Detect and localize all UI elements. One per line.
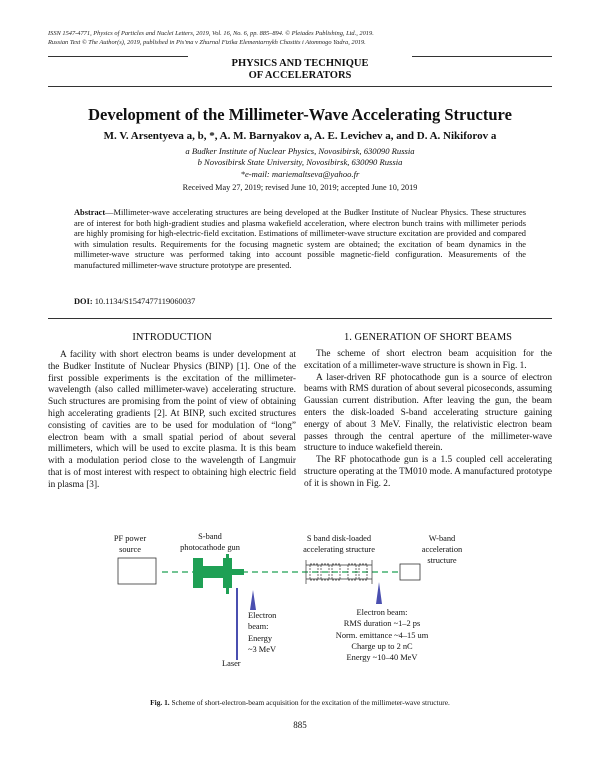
beam2-line-2: RMS duration ~1–2 ps xyxy=(343,619,421,628)
beam1-line-1: Electron xyxy=(248,611,277,620)
page-number: 885 xyxy=(293,720,307,730)
received-dates: Received May 27, 2019; revised June 10, 2019; accepted June 10, 2019 xyxy=(182,183,418,192)
section-heading-line-2: OF ACCELERATORS xyxy=(248,70,352,81)
abstract xyxy=(74,208,526,272)
beam2-line-5: Energy ~10–40 MeV xyxy=(346,653,418,662)
affiliation-a: a Budker Institute of Nuclear Physics, Novosibirsk, 630090 Russia xyxy=(185,146,415,156)
gun-label-1: S-band xyxy=(198,532,222,541)
figure-caption xyxy=(48,698,552,707)
pf-source-label-1: PF power xyxy=(113,534,147,543)
beam-marker-2 xyxy=(376,582,382,604)
wband-label-1: W-band xyxy=(428,534,456,543)
wband-label-2: acceleration xyxy=(421,545,463,554)
generation-column xyxy=(304,349,552,491)
header-rule-left xyxy=(48,56,188,57)
doi-rule xyxy=(48,318,552,319)
doi-value: 10.1134/S1547477119060037 xyxy=(94,297,196,306)
section-heading xyxy=(195,58,405,82)
header-rule-right xyxy=(412,56,552,57)
header-line-2: Russian Text © The Author(s), 2019, published in Pis'ma v Zhurnal Fizika Elementarnykh Chastits i Atomnogo Yadra, 2019. xyxy=(48,38,366,46)
paper-title: Development of the Millimeter-Wave Accelerating Structure xyxy=(88,105,512,124)
beam2-line-1: Electron beam: xyxy=(356,608,408,617)
section-heading-line-1: PHYSICS AND TECHNIQUE xyxy=(231,58,369,69)
intro-heading: INTRODUCTION xyxy=(132,332,212,343)
sband-structure-label-1: S band disk-loaded xyxy=(306,534,372,543)
figure-1-diagram xyxy=(110,528,500,678)
section-rule xyxy=(48,86,552,87)
journal-header xyxy=(48,30,568,47)
author-list: M. V. Arsentyeva a, b, *, A. M. Barnyakov a, A. E. Levichev a, and D. A. Nikiforov a xyxy=(103,130,497,142)
beam2-line-4: Charge up to 2 nC xyxy=(351,642,413,651)
laser-label: Laser xyxy=(222,659,241,668)
beam2-line-3: Norm. emittance ~4–15 um xyxy=(335,631,429,640)
wband-box xyxy=(400,564,420,580)
generation-heading: 1. GENERATION OF SHORT BEAMS xyxy=(343,332,513,343)
caption-label: Fig. 1. xyxy=(150,698,170,707)
generation-paragraph-3: The RF photocathode gun is a 1.5 coupled cell accelerating structure operating at the TM010 mode. A manufactured prototype of it is shown in Fig. 2. xyxy=(304,455,552,489)
wband-label-3: structure xyxy=(427,556,457,565)
beam1-line-4: ~3 MeV xyxy=(248,645,277,654)
beam1-line-3: Energy xyxy=(248,634,273,643)
pf-source-box xyxy=(118,558,156,584)
gun-label-2: photocathode gun xyxy=(180,543,240,552)
sband-structure-label-2: accelerating structure xyxy=(303,545,375,554)
beam1-line-2: beam: xyxy=(248,622,269,631)
affiliation-b: b Novosibirsk State University, Novosibirsk, 630090 Russia xyxy=(197,157,403,167)
generation-paragraph-1: The scheme of short electron beam acquisition for the excitation of a millimeter-wave structure is shown in Fig. 1. xyxy=(304,349,552,371)
generation-paragraph-2: A laser-driven RF photocathode gun is a source of electron beams with RMS duration of about several picoseconds, assuming Gaussian current distribution. After leaving the gun, the beam enters the disk-loaded S-band accelerating structure gaining energy of about 3 MeV. Finally, the relativistic electron beam passes through the central aperture of the millimeter-wave structure to induce wakefield therein. xyxy=(304,372,552,454)
intro-column xyxy=(48,350,296,492)
doi-label: DOI: xyxy=(74,297,93,306)
email-line: *e-mail: mariemaltseva@yahoo.fr xyxy=(240,169,360,179)
pf-source-label-2: source xyxy=(119,545,141,554)
caption-text: Scheme of short-electron-beam acquisition for the excitation of the millimeter-wave structure. xyxy=(171,698,450,707)
intro-paragraph: A facility with short electron beams is under development at the Budker Institute of Nuclear Physics (BINP) [1]. One of the first possible experiments is the excitation of the millimeter-wavelength (also called millimeter-wave) accelerating structure. Such structures are promising from the point of view of obtaining high accelerating gradients [2]. At BINP, such excited structures consisting of cavities are to be used for modulation of “long” electron beam with a small spatial period of about several millimeters, which will be used to excite plasma. It is this beam with a modulation period close to the wavelength of Langmuir that is of most interest with respect to obtaining high electric field in plasma [3]. xyxy=(48,350,296,490)
abstract-text: —Millimeter-wave accelerating structures are being developed at the Budker Institute of Nuclear Physics. These structures are of interest for both high-gradient studies and plasma wakefield acceleration, where electron bunch trains with millimeter periods are highly promising for high-electric-field excitation. Estimations of millimeter-wave structure excitation are provided and compared with simulation results. Requirements for the focusing magnetic system are obtained; the excitation of beam dynamics in the millimeter-wave structure was performed taking into account possible magnetic-field configuration. Measurements of the manufactured millimeter-wave structure prototype are presented. xyxy=(74,208,526,270)
header-line-1: ISSN 1547-4771, Physics of Particles and Nuclei Letters, 2019, Vol. 16, No. 6, pp. 885–894. © Pleiades Publishing, Ltd., 2019. xyxy=(48,30,374,37)
beam-marker-1 xyxy=(250,590,256,610)
doi xyxy=(74,297,195,306)
abstract-label: Abstract xyxy=(74,208,106,217)
